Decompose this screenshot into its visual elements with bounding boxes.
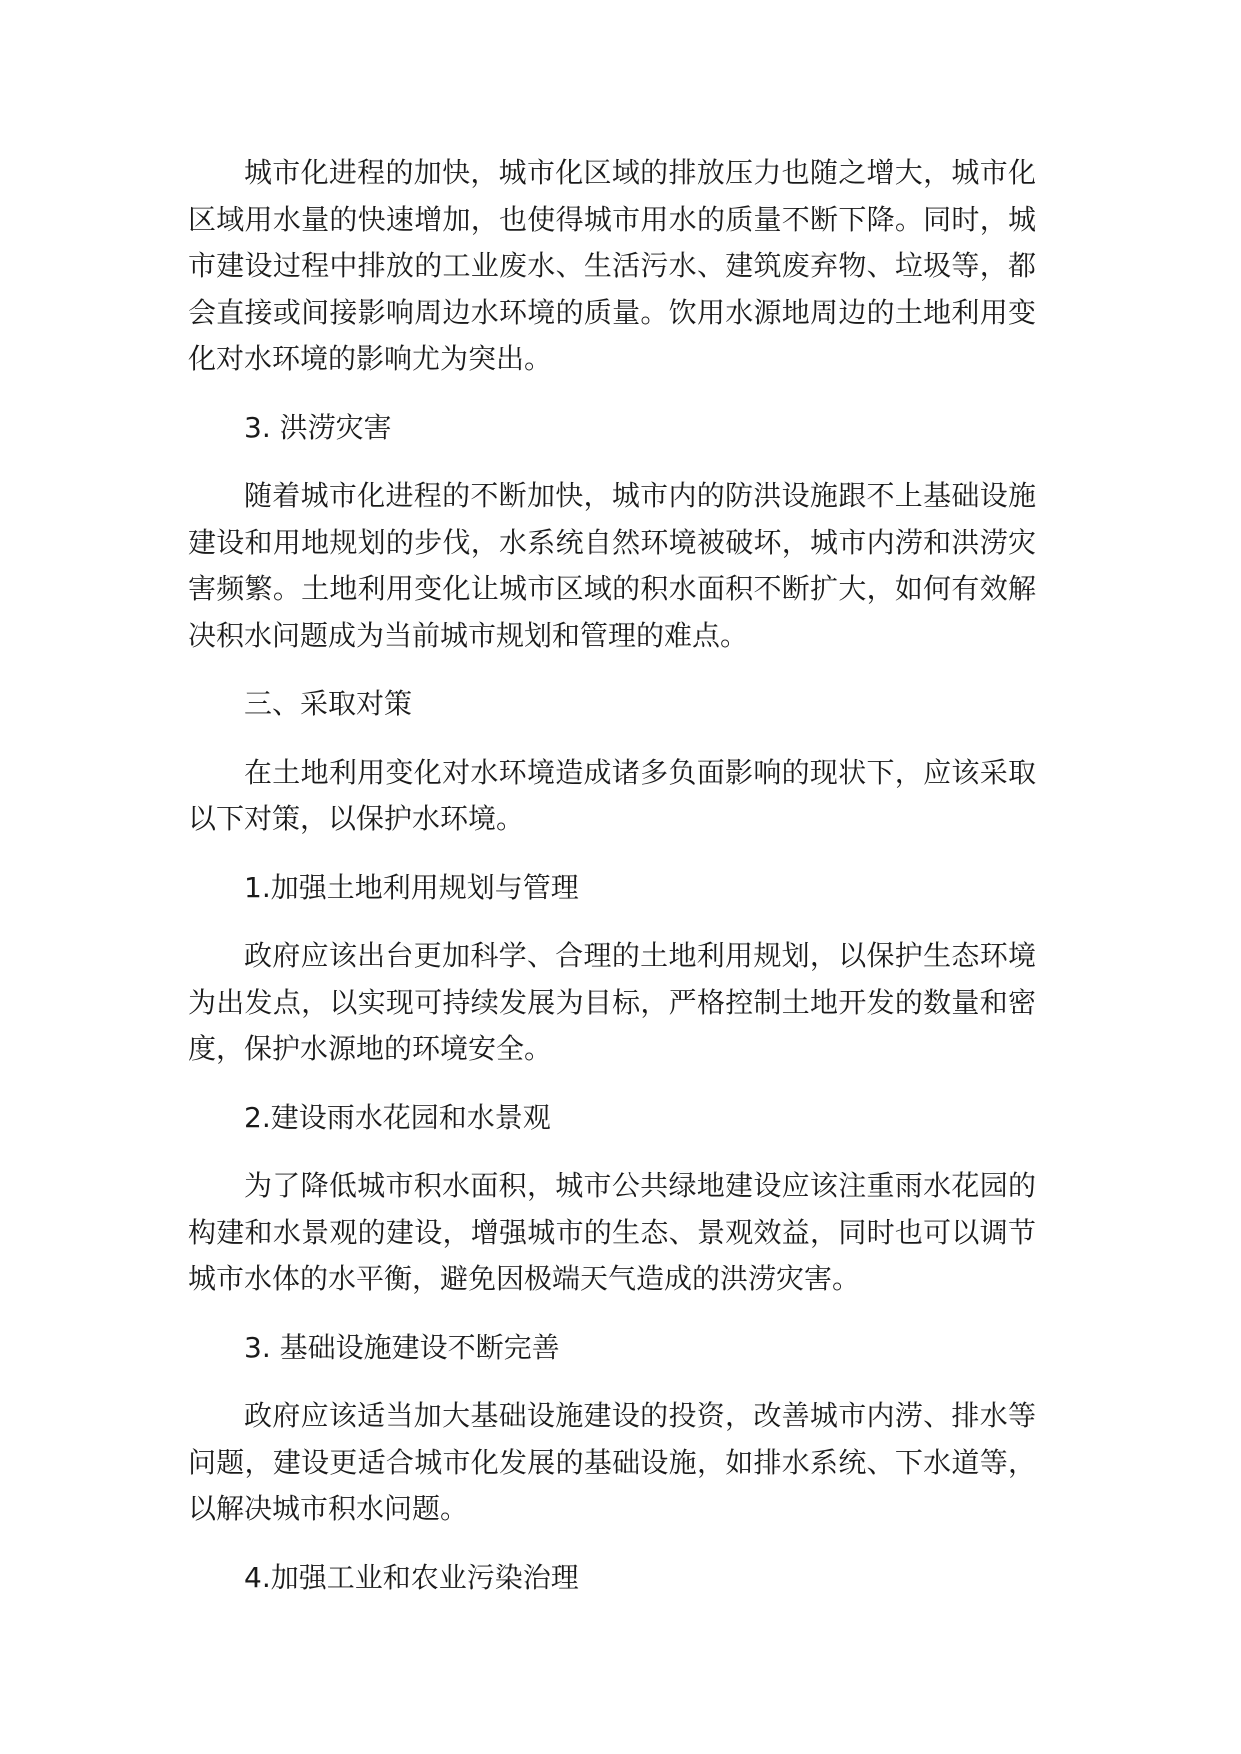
body-paragraph: 在土地利用变化对水环境造成诸多负面影响的现状下，应该采取以下对策，以保护水环境。 — [188, 755, 1036, 835]
paragraph-spacer — [188, 1371, 1036, 1393]
section-heading: 3. 基础设施建设不断完善 — [244, 1330, 560, 1364]
body-paragraph: 为了降低城市积水面积，城市公共绿地建设应该注重雨水花园的构建和水景观的建设，增强城市的生态、景观效益，同时也可以调节城市水体的水平衡，避免因极端天气造成的洪涝灾害。 — [188, 1169, 1036, 1295]
paragraph-spacer — [188, 659, 1036, 681]
paragraph-spacer — [188, 451, 1036, 473]
section-heading: 三、采取对策 — [244, 687, 413, 720]
paragraph-spacer — [188, 1533, 1036, 1555]
section-heading: 2.建设雨水花园和水景观 — [244, 1100, 551, 1134]
body-paragraph: 政府应该出台更加科学、合理的土地利用规划，以保护生态环境为出发点，以实现可持续发展为目标，严格控制土地开发的数量和密度，保护水源地的环境安全。 — [188, 939, 1036, 1065]
paragraph-spacer — [188, 843, 1036, 865]
body-paragraph: 政府应该适当加大基础设施建设的投资，改善城市内涝、排水等问题，建设更适合城市化发展的基础设施，如排水系统、下水道等，以解决城市积水问题。 — [188, 1399, 1036, 1525]
paragraph-spacer — [188, 911, 1036, 933]
paragraph-spacer — [188, 383, 1036, 405]
paragraph-spacer — [188, 1141, 1036, 1163]
section-heading: 1.加强土地利用规划与管理 — [244, 870, 579, 904]
document-body — [188, 150, 1036, 1601]
paragraph-spacer — [188, 728, 1036, 750]
paragraph-spacer — [188, 1303, 1036, 1325]
section-heading: 4.加强工业和农业污染治理 — [244, 1560, 579, 1594]
body-paragraph: 随着城市化进程的不断加快，城市内的防洪设施跟不上基础设施建设和用地规划的步伐，水系统自然环境被破坏，城市内涝和洪涝灾害频繁。土地利用变化让城市区域的积水面积不断扩大，如何有效解决积水问题成为当前城市规划和管理的难点。 — [188, 479, 1036, 652]
body-paragraph: 城市化进程的加快，城市化区域的排放压力也随之增大，城市化区域用水量的快速增加，也使得城市用水的质量不断下降。同时，城市建设过程中排放的工业废水、生活污水、建筑废弃物、垃圾等，都会直接或间接影响周边水环境的质量。饮用水源地周边的土地利用变化对水环境的影响尤为突出。 — [188, 156, 1036, 375]
section-heading: 3. 洪涝灾害 — [244, 410, 392, 444]
paragraph-spacer — [188, 1073, 1036, 1095]
